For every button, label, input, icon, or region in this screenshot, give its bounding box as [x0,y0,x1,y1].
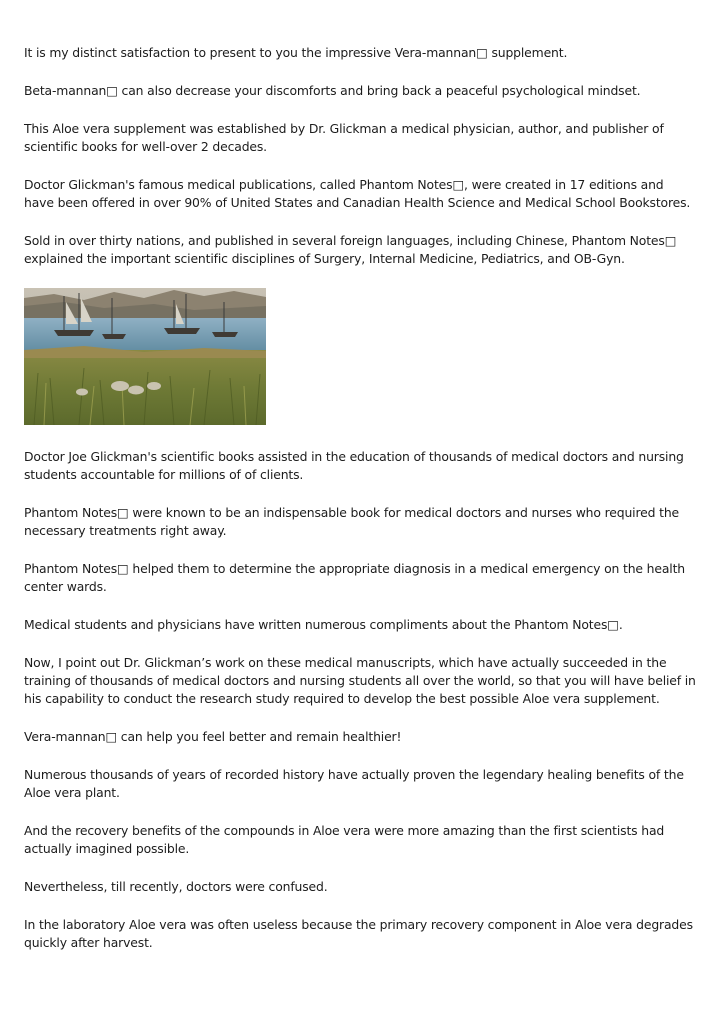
paragraph-9: Medical students and physicians have written numerous compliments about the Phantom Notes□. [24,617,623,632]
paragraph-6: Doctor Joe Glickman's scientific books assisted in the education of thousands of medical doctors and nursing students accountable for millions of of clients. [24,449,684,482]
paragraph-15: In the laboratory Aloe vera was often useless because the primary recovery component in Aloe vera degrades quickly after harvest. [24,917,693,950]
paragraph-2: Beta-mannan□ can also decrease your discomforts and bring back a peaceful psychological mindset. [24,83,641,98]
paragraph-12: Numerous thousands of years of recorded history have actually proven the legendary healing benefits of the Aloe vera plant. [24,767,684,800]
paragraph-1: It is my distinct satisfaction to present to you the impressive Vera-mannan□ supplement. [24,45,568,60]
paragraph-14: Nevertheless, till recently, doctors were confused. [24,879,328,894]
paragraph-5: Sold in over thirty nations, and published in several foreign languages, including Chinese, Phantom Notes□ explained the important scientific disciplines of Surgery, Internal Medicine, Pediatrics, and OB-Gyn. [24,233,677,266]
paragraph-8: Phantom Notes□ helped them to determine the appropriate diagnosis in a medical emergency on the health center wards. [24,561,685,594]
paragraph-7: Phantom Notes□ were known to be an indispensable book for medical doctors and nurses who required the necessary treatments right away. [24,505,679,538]
paragraph-4: Doctor Glickman's famous medical publications, called Phantom Notes□, were created in 17 editions and have been offered in over 90% of United States and Canadian Health Science and Medical School Bookstores. [24,177,691,210]
paragraph-3: This Aloe vera supplement was established by Dr. Glickman a medical physician, author, and publisher of scientific books for well-over 2 decades. [24,121,664,154]
harbor-painting-image [24,288,266,425]
paragraph-11: Vera-mannan□ can help you feel better and remain healthier! [24,729,402,744]
paragraph-13: And the recovery benefits of the compounds in Aloe vera were more amazing than the first scientists had actually imagined possible. [24,823,665,856]
paragraph-10: Now, I point out Dr. Glickman’s work on these medical manuscripts, which have actually succeeded in the training of thousands of medical doctors and nursing students all over the world, so that you will have belief in his capability to conduct the research study required to develop the best possible Aloe vera supplement. [24,655,696,706]
